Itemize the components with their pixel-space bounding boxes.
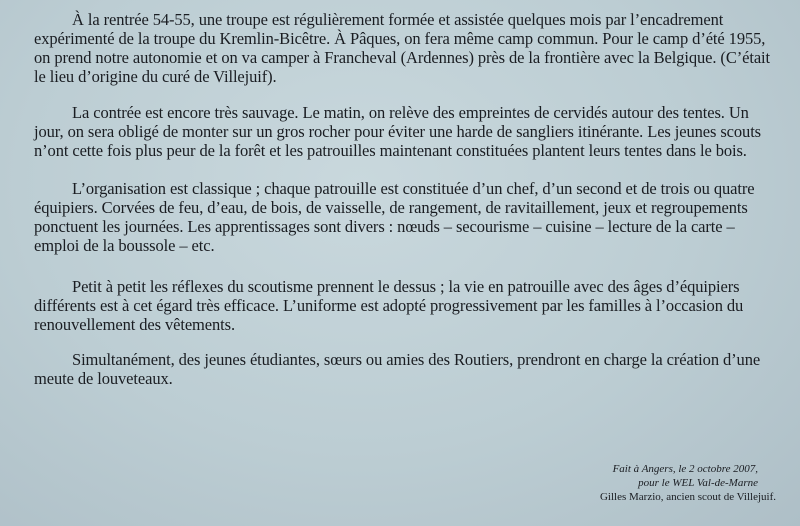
signature-author-line: Gilles Marzio, ancien scout de Villejuif. (599, 491, 776, 503)
signature-date-line: Fait à Angers, le 2 octobre 2007, (612, 463, 758, 475)
paragraph-5: Simultanément, des jeunes étudiantes, sœurs ou amies des Routiers, prendront en charge la création d’une meute de louveteaux. (34, 350, 761, 388)
paragraph-4: Petit à petit les réflexes du scoutisme prennent le dessus ; la vie en patrouille avec des âges d’équipiers différents est à cet égard très efficace. L’uniforme est adopté progressivement par les familles à l’occasion du renouvellement des vêtements. (34, 277, 744, 334)
paragraph-2: La contrée est encore très sauvage. Le matin, on relève des empreintes de cervidés autour des tentes. Un jour, on sera obligé de monter sur un gros rocher pour éviter une harde de sangliers itinérante. Les jeunes scouts n’ont cette fois plus peur de la forêt et les patrouilles maintenant constituées plantent leurs tentes dans le bois. (34, 103, 762, 160)
paragraph-1: À la rentrée 54-55, une troupe est régulièrement formée et assistée quelques mois par l’encadrement expérimenté de la troupe du Kremlin-Bicêtre. À Pâques, on fera même camp commun. Pour le camp d’été 1955, on prend notre autonomie et on va camper à Francheval (Ardennes) près de la frontière avec la Belgique. (C’était le lieu d’origine du curé de Villejuif). (34, 10, 771, 86)
signature-block (600, 462, 776, 504)
signature-organization-line: pour le WEL Val-de-Marne (638, 477, 758, 489)
document-body (34, 10, 782, 405)
paragraph-3: L’organisation est classique ; chaque patrouille est constituée d’un chef, d’un second et de trois ou quatre équipiers. Corvées de feu, d’eau, de bois, de vaisselle, de rangement, de ravitaillement, jeux et regroupements ponctuent les journées. Les apprentissages sont divers : nœuds – secourisme – cuisine – lecture de la carte – emploi de la boussole – etc. (34, 179, 755, 255)
